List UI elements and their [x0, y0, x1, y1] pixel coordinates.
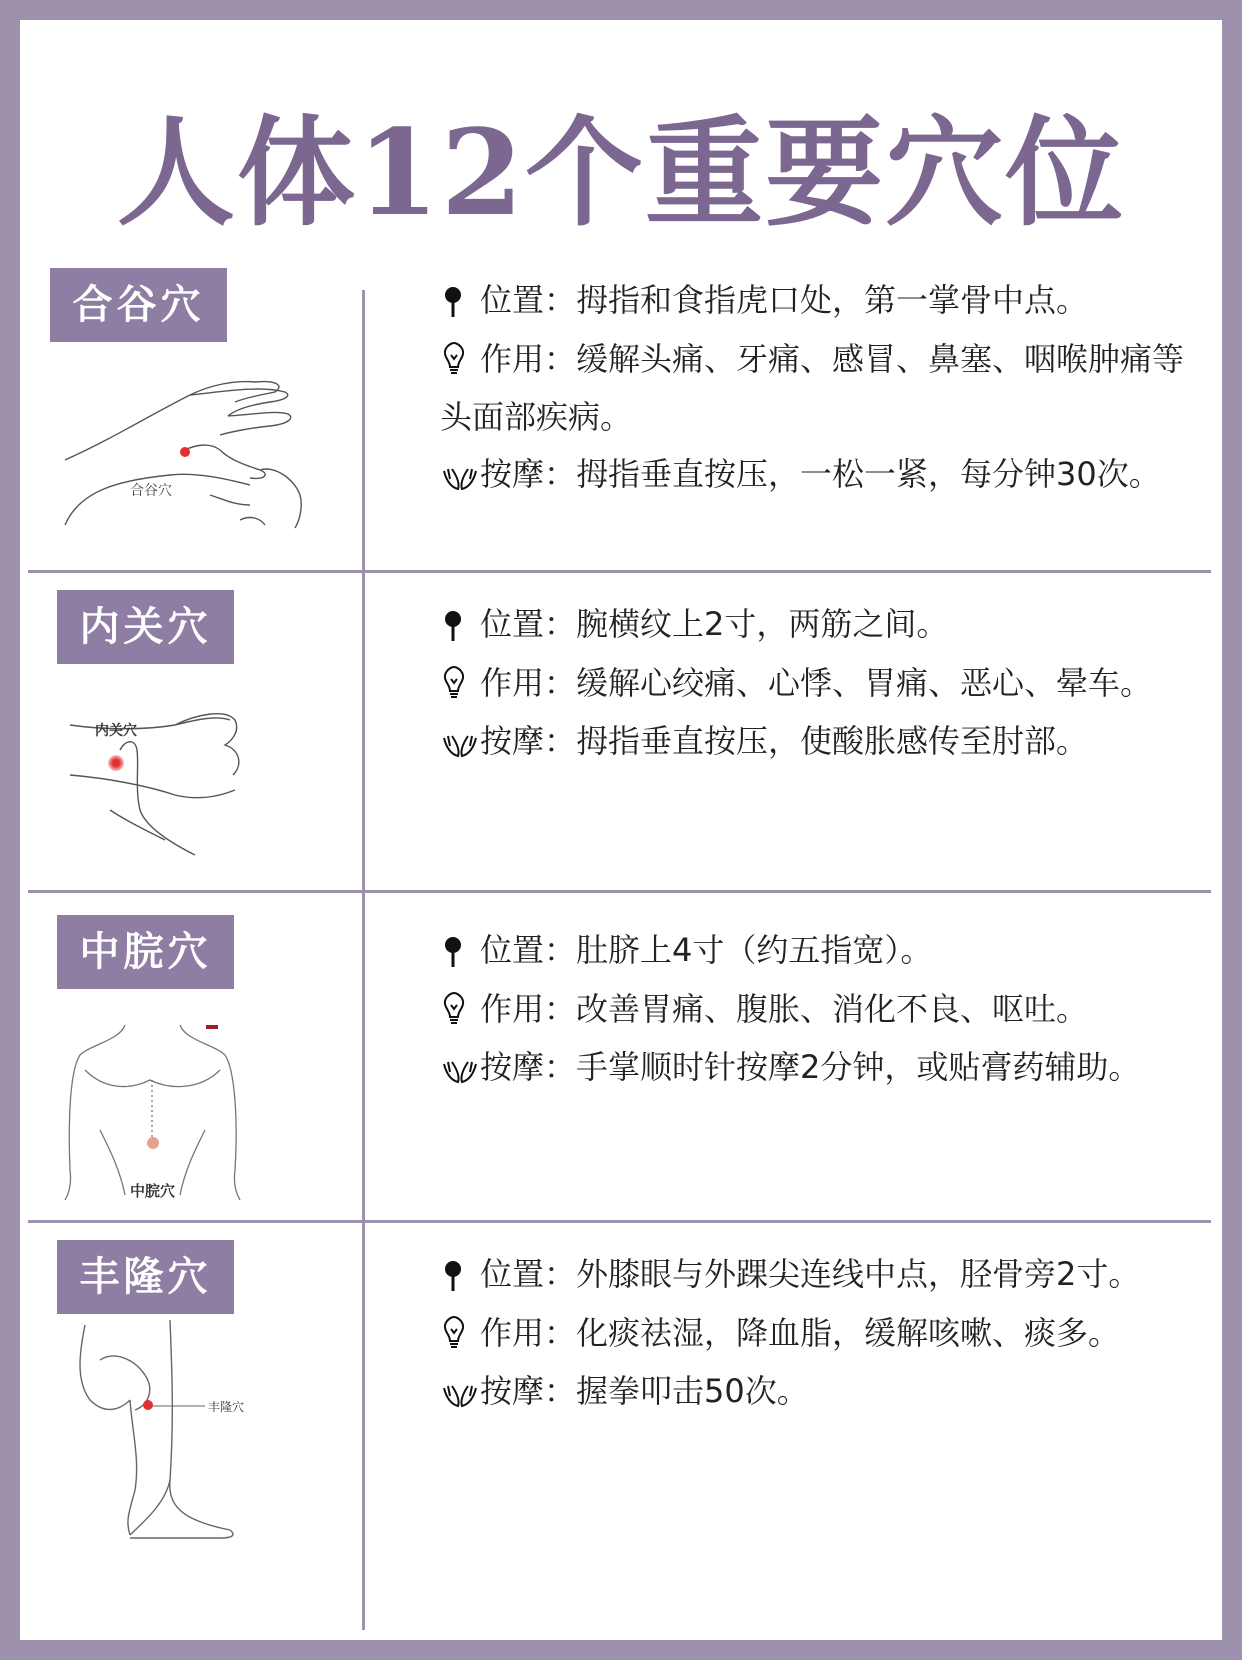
acupoint-label-fenglong: 丰隆穴 — [57, 1240, 234, 1314]
location-text: 外膝眼与外踝尖连线中点，胫骨旁2寸。 — [576, 1255, 1141, 1293]
effect-row: 作用：改善胃痛、腹胀、消化不良、呕吐。 — [440, 981, 1200, 1040]
acupoint-label-neiguan: 内关穴 — [57, 590, 234, 664]
leg-illustration — [70, 1320, 260, 1540]
massage-text: 握拳叩击50次。 — [576, 1372, 809, 1410]
torso-illustration — [60, 1020, 245, 1200]
hands-icon — [440, 448, 480, 505]
illustration-caption-zhongwan: 中脘穴 — [130, 1182, 176, 1200]
lightbulb-icon — [440, 332, 480, 389]
acupoint-label-zhongwan: 中脘穴 — [57, 915, 234, 989]
location-row: 位置：腕横纹上2寸，两筋之间。 — [440, 596, 1200, 655]
location-text: 腕横纹上2寸，两筋之间。 — [576, 605, 949, 643]
effect-text: 化痰祛湿，降血脂，缓解咳嗽、痰多。 — [576, 1313, 1121, 1352]
effect-text: 改善胃痛、腹胀、消化不良、呕吐。 — [576, 989, 1089, 1028]
pin-icon — [440, 1248, 480, 1305]
massage-row: 按摩：握拳叩击50次。 — [440, 1363, 1200, 1422]
pin-icon — [440, 924, 480, 981]
location-row: 位置：肚脐上4寸（约五指宽）。 — [440, 922, 1200, 981]
hands-icon — [440, 1041, 480, 1098]
acupoint-label-hegu: 合谷穴 — [50, 268, 227, 342]
massage-text: 拇指垂直按压，一松一紧，每分钟30次。 — [576, 455, 1161, 493]
location-text: 肚脐上4寸（约五指宽）。 — [576, 931, 933, 969]
info-hegu — [440, 272, 1200, 505]
page-title: 人体12个重要穴位 — [116, 103, 1126, 242]
row-divider-3 — [28, 1220, 1211, 1223]
info-fenglong — [440, 1246, 1200, 1422]
illustration-caption-neiguan: 内关穴 — [95, 723, 137, 739]
acupoint-marker-fenglong — [143, 1400, 153, 1410]
illustration-caption-fenglong: 丰隆穴 — [208, 1400, 245, 1414]
card — [20, 20, 1222, 1640]
massage-row: 按摩：手掌顺时针按摩2分钟，或贴膏药辅助。 — [440, 1039, 1200, 1098]
illustration-caption-hegu: 合谷穴 — [130, 483, 172, 499]
location-row: 位置：拇指和食指虎口处，第一掌骨中点。 — [440, 272, 1200, 331]
effect-row: 作用：缓解头痛、牙痛、感冒、鼻塞、咽喉肿痛等头面部疾病。 — [440, 331, 1200, 447]
acupoint-marker-zhongwan — [147, 1137, 159, 1149]
hands-icon — [440, 715, 480, 772]
info-zhongwan — [440, 922, 1200, 1098]
decor-mark — [206, 1025, 218, 1029]
effect-text: 缓解心绞痛、心悸、胃痛、恶心、晕车。 — [576, 663, 1153, 702]
lightbulb-icon — [440, 982, 480, 1039]
row-divider-2 — [28, 890, 1211, 893]
location-row: 位置：外膝眼与外踝尖连线中点，胫骨旁2寸。 — [440, 1246, 1200, 1305]
hands-icon — [440, 1365, 480, 1422]
location-text: 拇指和食指虎口处，第一掌骨中点。 — [576, 281, 1089, 319]
pin-icon — [440, 274, 480, 331]
acupoint-marker-neiguan — [108, 755, 124, 771]
massage-text: 拇指垂直按压，使酸胀感传至肘部。 — [576, 722, 1089, 760]
effect-row: 作用：缓解心绞痛、心悸、胃痛、恶心、晕车。 — [440, 655, 1200, 714]
column-divider — [362, 290, 365, 1630]
info-neiguan — [440, 596, 1200, 772]
massage-row: 按摩：拇指垂直按压，一松一紧，每分钟30次。 — [440, 446, 1200, 505]
massage-text: 手掌顺时针按摩2分钟，或贴膏药辅助。 — [576, 1048, 1141, 1086]
lightbulb-icon — [440, 656, 480, 713]
wrist-illustration — [65, 710, 245, 860]
massage-row: 按摩：拇指垂直按压，使酸胀感传至肘部。 — [440, 713, 1200, 772]
pin-icon — [440, 598, 480, 655]
effect-row: 作用：化痰祛湿，降血脂，缓解咳嗽、痰多。 — [440, 1305, 1200, 1364]
row-divider-1 — [28, 570, 1211, 573]
acupoint-marker-hegu — [180, 447, 190, 457]
effect-text: 缓解头痛、牙痛、感冒、鼻塞、咽喉肿痛等头面部疾病。 — [440, 339, 1185, 436]
lightbulb-icon — [440, 1306, 480, 1363]
